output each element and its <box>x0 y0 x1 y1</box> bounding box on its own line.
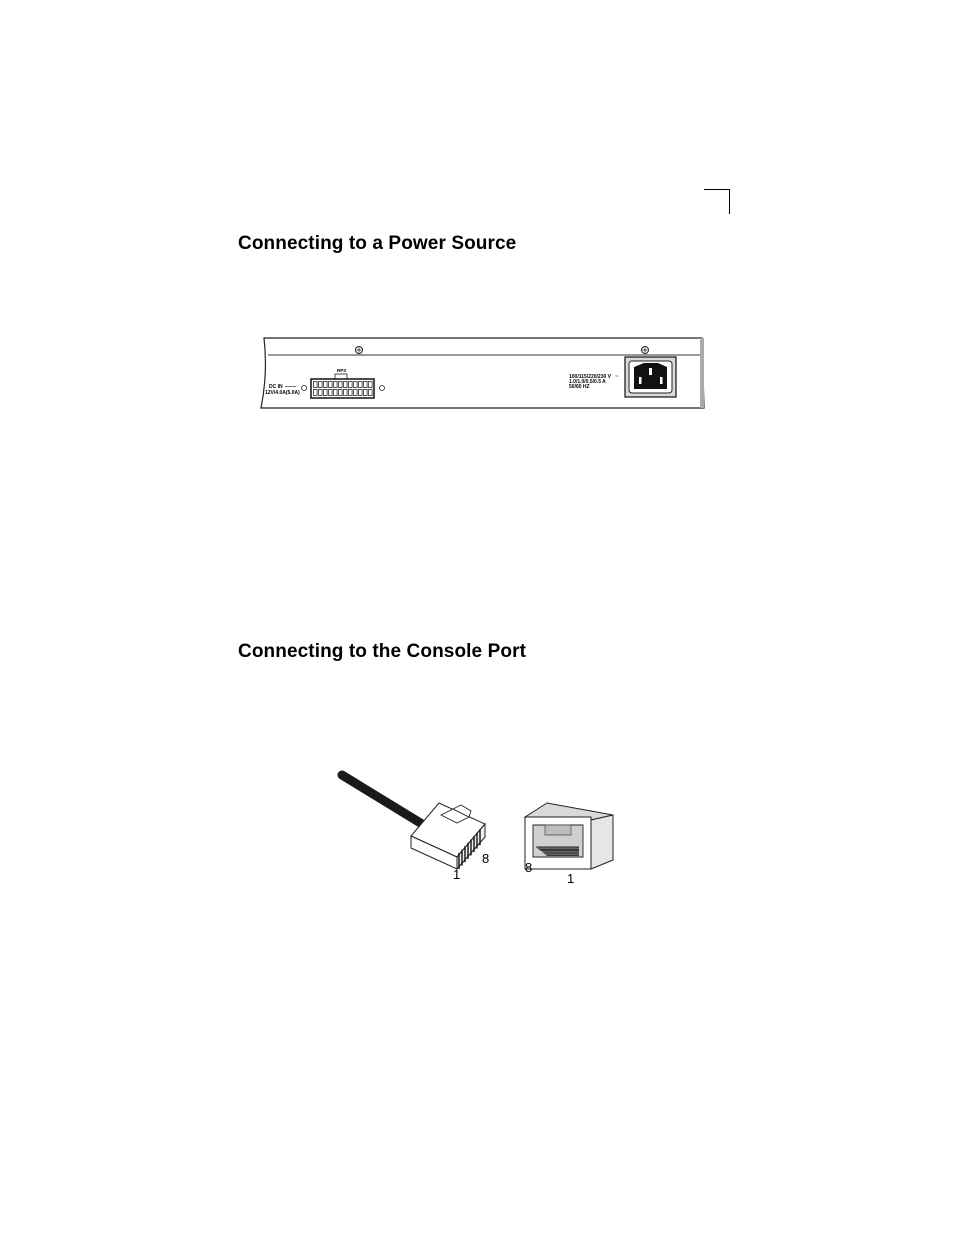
console-cable <box>342 775 427 827</box>
plug-pin-1-label: 1 <box>453 867 461 882</box>
ac-voltage-label: 100/115/220/230 V <box>569 374 611 380</box>
console-port-figure <box>335 765 620 885</box>
rps-pin <box>344 382 348 388</box>
dc-rating-label: 12V/4.0A(5.0A) <box>265 390 300 396</box>
rj45-plug <box>411 803 485 869</box>
crop-mark <box>704 189 730 214</box>
rps-pin <box>324 390 328 396</box>
panel-side-shade <box>700 338 704 408</box>
rps-pin <box>359 390 363 396</box>
rps-pin <box>319 390 323 396</box>
rps-pin <box>314 390 318 396</box>
screw-icon <box>642 347 649 354</box>
rps-pin <box>349 382 353 388</box>
rps-pin <box>369 390 373 396</box>
rear-panel-figure <box>256 333 708 413</box>
rps-pin <box>359 382 363 388</box>
mount-hole <box>302 386 307 391</box>
rps-pin <box>334 390 338 396</box>
rps-pin <box>349 390 353 396</box>
rps-pin <box>314 382 318 388</box>
rps-label: RPS <box>337 368 347 373</box>
ac-current-label: 1.0/1.0/0.5/0.5 A <box>569 379 606 385</box>
ac-frequency-label: 50/60 HZ <box>569 384 590 390</box>
plug-pin-8-label: 8 <box>482 851 490 866</box>
rps-pin <box>369 382 373 388</box>
mount-hole <box>380 386 385 391</box>
ac-power-inlet <box>625 357 676 397</box>
rps-pin <box>329 390 333 396</box>
rps-pin <box>354 390 358 396</box>
rps-pin <box>324 382 328 388</box>
jack-pin-8-label: 8 <box>525 860 533 875</box>
rj45-jack <box>525 803 613 869</box>
ac-symbol-icon: ~ <box>615 374 619 380</box>
rps-pin <box>364 390 368 396</box>
section-heading-power-source: Connecting to a Power Source <box>238 233 517 254</box>
rps-pin <box>329 382 333 388</box>
rps-pin <box>364 382 368 388</box>
section-heading-console-port: Connecting to the Console Port <box>238 641 526 662</box>
rps-pin <box>339 382 343 388</box>
rps-pin <box>344 390 348 396</box>
jack-pin-1-label: 1 <box>567 871 575 885</box>
rps-pin <box>319 382 323 388</box>
screw-icon <box>356 347 363 354</box>
rps-pin <box>339 390 343 396</box>
rps-pin <box>354 382 358 388</box>
dc-in-label: DC IN <box>269 384 283 390</box>
rps-pin <box>334 382 338 388</box>
